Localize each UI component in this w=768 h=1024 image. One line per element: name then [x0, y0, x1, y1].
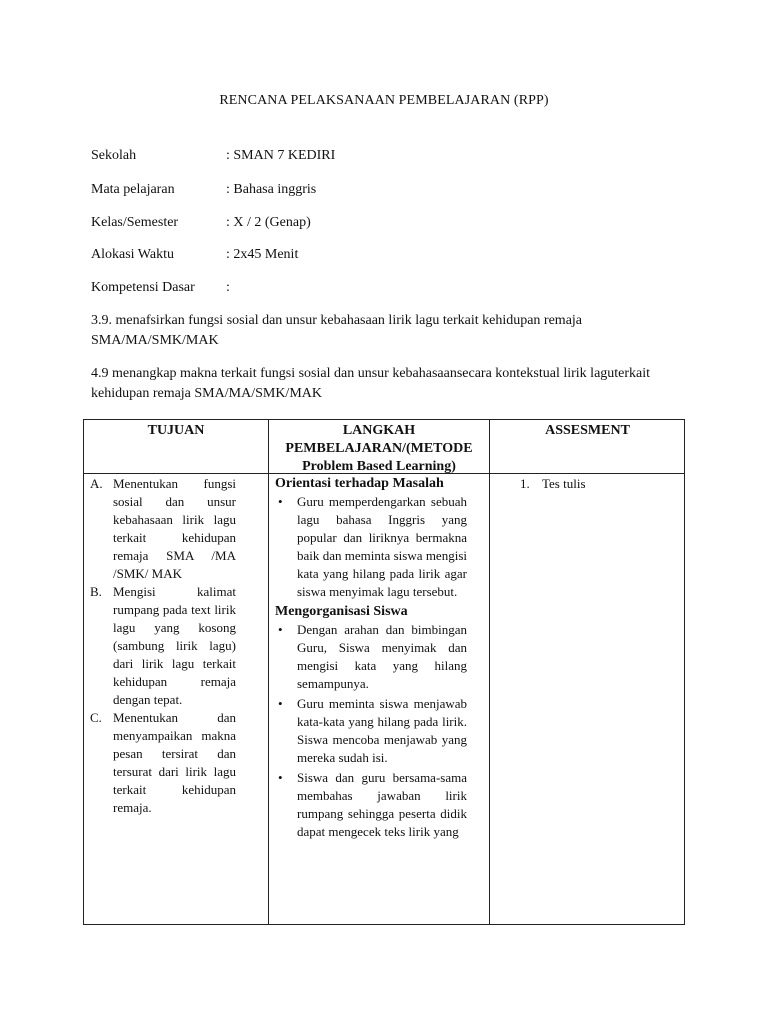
kompetensi-dasar-3-9: 3.9. menafsirkan fungsi sosial dan unsur kebahasaan lirik lagu terkait kehidupan remaja SMA/MA/SMK/MAK [91, 313, 583, 348]
tujuan-cell [90, 475, 236, 923]
tujuan-text: Mengisi kalimat rumpang pada text lirik lagu yang kosong (sambung lirik lagu) dari lirik lagu terkait kehidupan remaja dengan tepat. [113, 584, 236, 707]
bullet-icon: • [278, 494, 283, 509]
bullet-icon: • [278, 622, 283, 637]
info-value: : X / 2 (Genap) [226, 215, 311, 230]
list-item [275, 621, 467, 693]
step-text: Guru meminta siswa menjawab kata-kata yang hilang pada lirik. Siswa mencoba menjawab yang mereka sudah isi. [297, 696, 467, 765]
assesment-text: Tes tulis [542, 476, 586, 491]
step-text: Siswa dan guru bersama-sama membahas jawaban lirik rumpang sehingga peserta didik dapat mengecek teks lirik yang [297, 770, 467, 839]
bullet-icon: • [278, 696, 283, 711]
tujuan-text: Menentukan fungsi sosial dan unsur kebahasaan lirik lagu terkait kehidupan remaja SMA /MA /SMK/ MAK [113, 476, 236, 581]
list-marker: 1. [520, 476, 530, 491]
tujuan-item [90, 583, 236, 709]
list-marker: A. [90, 476, 103, 491]
tujuan-text: Menentukan dan menyampaikan makna pesan tersirat dan tersurat dari lirik lagu terkait kehidupan remaja. [113, 710, 236, 815]
tujuan-item [90, 709, 236, 817]
list-marker: C. [90, 710, 102, 725]
assesment-cell [490, 475, 685, 923]
list-item [275, 769, 467, 841]
info-value: : 2x45 Menit [226, 247, 299, 262]
info-value: : [226, 280, 230, 295]
info-label: Sekolah [91, 148, 137, 163]
document-title: RENCANA PELAKSANAAN PEMBELAJARAN (RPP) [219, 93, 549, 108]
list-marker: B. [90, 584, 102, 599]
section-heading: Mengorganisasi Siswa [275, 604, 408, 619]
rpp-table [83, 419, 685, 925]
list-item [275, 695, 467, 767]
step-text: Dengan arahan dan bimbingan Guru, Siswa menyimak dan mengisi kata yang hilang semampunya. [297, 622, 467, 691]
info-value: : SMAN 7 KEDIRI [226, 148, 336, 163]
header-tujuan: TUJUAN [147, 423, 205, 438]
tujuan-item [90, 475, 236, 583]
info-label: Alokasi Waktu [91, 247, 174, 262]
kompetensi-dasar-4-9: 4.9 menangkap makna terkait fungsi sosial dan unsur kebahasaansecara kontekstual lirik laguterkait kehidupan remaja SMA/MA/SMK/MAK [91, 366, 651, 401]
step-text: Guru memperdengarkan sebuah lagu bahasa Inggris yang popular dan liriknya bermakna baik dan meminta siswa mengisi kata yang hilang pada lirik agar siswa menyimak lagu tersebut. [297, 494, 467, 599]
bullet-icon: • [278, 770, 283, 785]
info-label: Kelas/Semester [91, 215, 179, 230]
section-heading: Orientasi terhadap Masalah [275, 476, 444, 491]
info-value: : Bahasa inggris [226, 182, 317, 197]
info-label: Kompetensi Dasar [91, 280, 195, 295]
assesment-item [490, 475, 685, 493]
list-item [275, 493, 467, 601]
langkah-cell [275, 475, 467, 924]
header-assesment: ASSESMENT [545, 423, 630, 438]
column-divider [268, 420, 269, 924]
header-langkah-pembelajaran: LANGKAH PEMBELAJARAN/(METODE Problem Based Learning) [285, 423, 473, 474]
info-label: Mata pelajaran [91, 182, 175, 197]
